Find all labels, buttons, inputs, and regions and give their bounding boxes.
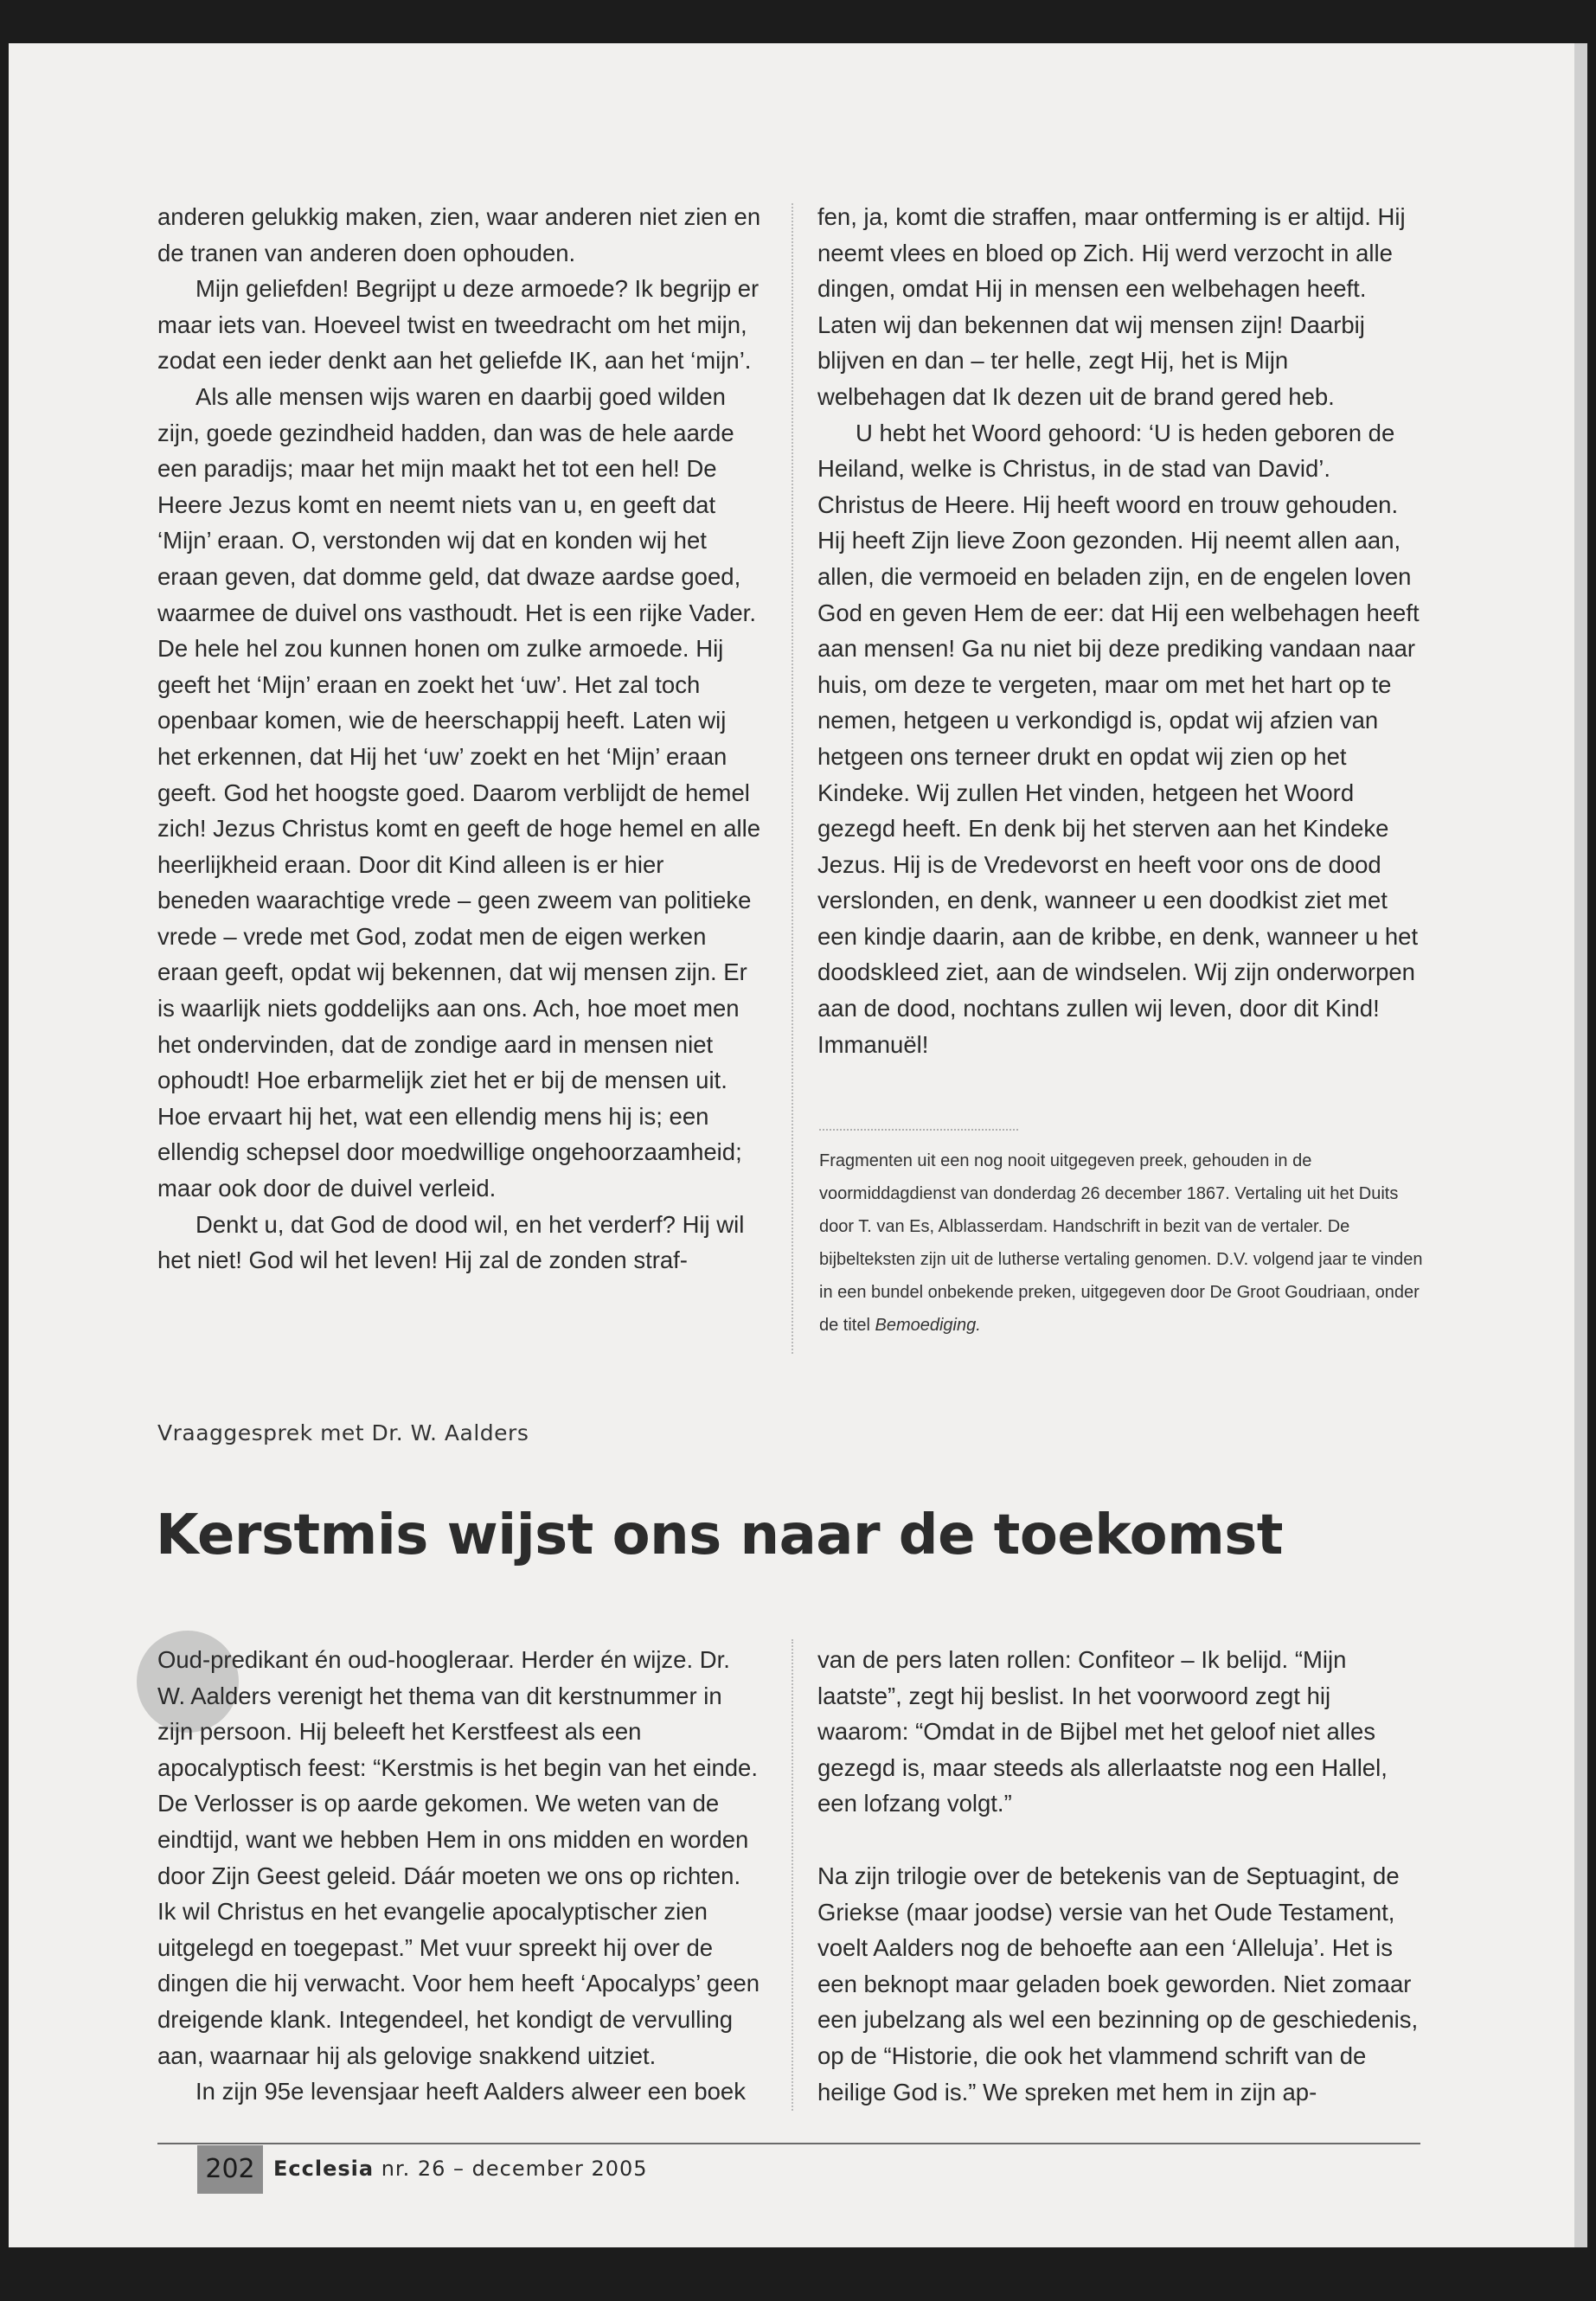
magazine-page <box>9 43 1583 2247</box>
upper-right-column <box>817 199 1423 1062</box>
lower-right-column <box>817 1642 1423 2110</box>
magazine-name: Ecclesia <box>273 2157 375 2181</box>
column-divider <box>792 203 793 1354</box>
lower-left-column <box>157 1642 763 2110</box>
paragraph: In zijn 95e levensjaar heeft Aalders alweer een boek <box>195 2078 746 2106</box>
paragraph: Als alle mensen wijs waren en daarbij goed wilden zijn, goede gezindheid hadden, dan was de hele aarde een paradijs; maar het mijn maakt het tot een hel! De Heere Jezus komt en neemt niets van u, en geeft dat ‘Mijn’ eraan. O, verstonden wij dat en konden wij het eraan geven, dat domme geld, dat dwaze aardse goed, waarmee de duivel ons vasthoudt. Het is een rijke Vader. De hele hel zou kunnen honen om zulke armoede. Hij geeft het ‘Mijn’ eraan en zoekt het ‘uw’. Het zal toch openbaar komen, wie de heerschappij heeft. Laten wij het erkennen, dat Hij het ‘uw’ zoekt en het ‘Mijn’ eraan geeft. God het hoogste goed. Daarom verblijdt de hemel zich! Jezus Christus komt en geeft de hoge hemel en alle heerlijkheid eraan. Door dit Kind alleen is er hier beneden waarachtige vrede – geen zweem van politieke vrede – vrede met God, zodat men de eigen werken eraan geeft, opdat wij bekennen, dat wij mensen zijn. Er is waarlijk niets goddelijks aan ons. Ach, hoe moet men het ondervinden, dat de zondige aard in mensen niet ophoudt! Hoe erbarmelijk ziet het er bij de mensen uit. Hoe ervaart hij het, wat een ellendig mens hij is; een ellendig schepsel door moedwillige ongehoorzaamheid; maar ook door de duivel verleid. <box>157 382 761 1202</box>
paragraph: U hebt het Woord gehoord: ‘U is heden geboren de Heiland, welke is Christus, in de stad van David’. Christus de Heere. Hij heeft woord en trouw gehouden. Hij heeft Zijn lieve Zoon gezonden. Hij neemt allen aan, allen, die vermoeid en beladen zijn, en de engelen loven God en geven Hem de eer: dat Hij een welbehagen heeft aan mensen! Ga nu niet bij deze prediking vandaan naar huis, om deze te vergeten, maar om met het hart op te nemen, hetgeen u verkondigd is, opdat wij afzien van hetgeen ons terneer drukt en opdat wij zien op het Kindeke. Wij zullen Het vinden, hetgeen het Woord gezegd heeft. En denk bij het sterven aan het Kindeke Jezus. Hij is de Vredevorst en heeft voor ons de dood verslonden, en denk, wanneer u een doodkist ziet met een kindje daarin, aan de kribbe, en denk, wanneer u het doodskleed ziet, aan de windselen. Wij zijn onderworpen aan de dood, nochtans zullen wij leven, door dit Kind! Immanuël! <box>817 419 1420 1058</box>
article-headline: Kerstmis wijst ons naar de toekomst <box>156 1503 1283 1567</box>
paragraph: Mijn geliefden! Begrijpt u deze armoede? Ik begrijp er maar iets van. Hoeveel twist en tweedracht om het mijn, zodat een ieder denkt aan het geliefde IK, aan het ‘mijn’. <box>157 275 760 375</box>
footer-issue-line <box>273 2157 648 2181</box>
paragraph: fen, ja, komt die straffen, maar ontferming is er altijd. Hij neemt vlees en bloed op Zich. Hij werd verzocht in alle dingen, omdat Hij in mensen een welbehagen heeft. Laten wij dan bekennen dat wij mensen zijn! Daarbij blijven en dan – ter helle, zegt Hij, het is Mijn welbehagen dat Ik dezen uit de brand gered heb. <box>817 203 1406 410</box>
paragraph: Denkt u, dat God de dood wil, en het verderf? Hij wil het niet! God wil het leven! Hij zal de zonden straf- <box>157 1210 745 1274</box>
paragraph: van de pers laten rollen: Confiteor – Ik belijd. “Mijn laatste”, zegt hij beslist. In het voorwoord zegt hij waarom: “Omdat in de Bijbel met het geloof niet alles gezegd is, maar steeds als allerlaatste nog een Hallel, een lofzang volgt.” <box>817 1646 1388 1817</box>
footnote-text: Fragmenten uit een nog nooit uitgegeven preek, gehouden in de voormiddagdienst van donderdag 26 december 1867. Vertaling uit het Duits door T. van Es, Alblasserdam. Handschrift in bezit van de vertaler. De bijbelteksten zijn uit de lutherse vertaling genomen. D.V. volgend jaar te vinden in een bundel onbekende preken, uitgegeven door De Groot Goudriaan, onder de titel <box>819 1151 1423 1335</box>
article-kicker: Vraaggesprek met Dr. W. Aalders <box>157 1420 529 1445</box>
footnote-book-title: Bemoediging. <box>875 1316 981 1335</box>
page-number: 202 <box>197 2145 263 2194</box>
page-edge <box>1574 43 1587 2247</box>
upper-left-column <box>157 199 763 1279</box>
footer-rule <box>157 2143 1420 2144</box>
paragraph: anderen gelukkig maken, zien, waar anderen niet zien en de tranen van anderen doen ophouden. <box>157 203 761 266</box>
paragraph-gap <box>817 1822 1423 1858</box>
column-divider <box>792 1639 793 2111</box>
paragraph: Na zijn trilogie over de betekenis van de Septuagint, de Griekse (maar joodse) versie van het Oude Testament, voelt Aalders nog de behoefte aan een ‘Alleluja’. Het is een beknopt maar geladen boek geworden. Niet zomaar een jubelzang als wel een bezinning op de geschiedenis, op de “Historie, die ook het vlammend schrift van de heilige God is.” We spreken met hem in zijn ap- <box>817 1862 1419 2106</box>
issue-info: nr. 26 – december 2005 <box>374 2157 648 2181</box>
paragraph: Oud-predikant én oud-hoogleraar. Herder én wijze. Dr. W. Aalders verenigt het thema van dit kerstnummer in zijn persoon. Hij beleeft het Kerstfeest als een apocalyptisch feest: “Kerstmis is het begin van het einde. De Verlosser is op aarde gekomen. We weten van de eindtijd, want we hebben Hem in ons midden en worden door Zijn Geest geleid. Dáár moeten we ons op richten. Ik wil Christus en het evangelie apocalyptischer zien uitgelegd en toegepast.” Met vuur spreekt hij over de dingen die hij verwacht. Voor hem heeft ‘Apocalyps’ geen dreigende klank. Integendeel, het kondigt de vervulling aan, waarnaar hij als gelovige snakkend uitziet. <box>157 1646 760 2069</box>
footnote <box>819 1144 1425 1342</box>
footnote-divider <box>819 1129 1018 1131</box>
